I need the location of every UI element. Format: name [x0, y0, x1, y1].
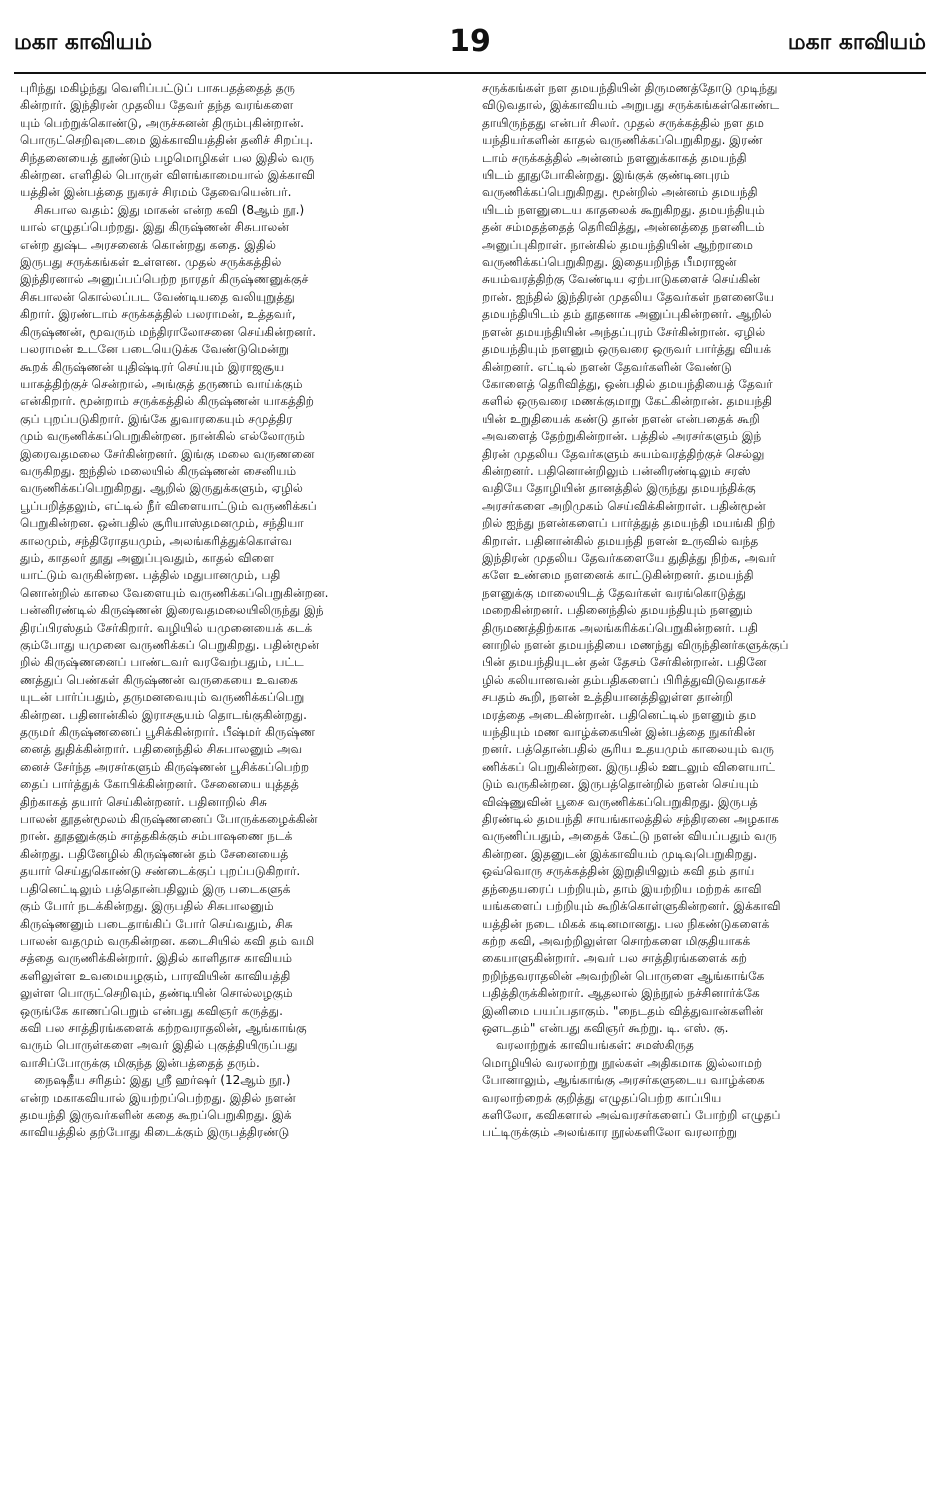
text-line: கின்றனர். எட்டில் நளன் தேவர்களின் வேண்டு	[482, 359, 732, 374]
text-line: கின்றனர். பதினொன்றிலும் பன்னிரண்டிலும் சரஸ்	[482, 463, 751, 478]
text-line: திரண்டில் தமயந்தி சாயங்காலத்தில் சந்திரனை அழகாக	[482, 812, 779, 827]
text-line: கின்றன. எளிதில் பொருள் விளங்காமையால் இக்காவி	[20, 168, 315, 183]
text-line: காலமும், சந்திரோதயமும், அலங்கரித்துக்கொள்வ	[20, 533, 293, 548]
text-line: பாலன் தூதன்மூலம் கிருஷ்ணனைப் போருக்கழைக்கின்	[20, 812, 318, 827]
text-line: தமயந்தி இருவர்களின் கதை கூறப்பெறுகிறது. இக்	[20, 1107, 292, 1122]
text-line: காவியத்தில் தற்போது கிடைக்கும் இருபத்திரண்டு	[20, 1125, 290, 1140]
text-line: திருமணத்திற்காக அலங்கரிக்கப்பெறுகின்றனர். பதி	[482, 620, 758, 635]
text-line: றனர். பத்தொன்பதில் சூரிய உதயமும் காலையும் வரு	[482, 742, 774, 757]
text-line: தமயந்தியும் நளனும் ஒருவரை ஒருவர் பார்த்து வியக்	[482, 342, 772, 357]
text-line: சிந்தனையைத் தூண்டும் பழமொழிகள் பல இதில் வரு	[20, 150, 315, 165]
right-column	[482, 80, 928, 1142]
text-line: வாசிப்போருக்கு மிகுந்த இன்பத்தைத் தரும்.	[20, 1055, 260, 1070]
text-line: யங்களைப் பற்றியும் கூறிக்கொள்ளுகின்றனர். இக்காவி	[482, 899, 781, 914]
text-line: கற்ற கவி, அவற்றிலுள்ள சொற்களை மிகுதியாகக்	[482, 933, 751, 948]
text-line: தருமர் கிருஷ்ணனைப் பூசிக்கின்றார். பீஷ்மர் கிருஷ்ண	[20, 725, 316, 740]
text-line: யின் உறுதியைக் கண்டு தான் நளன் என்பதைக் கூறி	[482, 411, 760, 426]
text-line: இருபது சருக்கங்கள் உள்ளன. முதல் சருக்கத்தில்	[20, 255, 282, 270]
text-line: விஷ்ணுவின் பூசை வருணிக்கப்பெறுகிறது. இருபத்	[482, 794, 758, 809]
text-line: தாயிருந்தது என்பர் சிலர். முதல் சருக்கத்தில் நள தம	[482, 115, 764, 130]
text-line: லுள்ள பொருட்செறிவும், தண்டியின் சொல்லழகும்	[20, 986, 293, 1001]
text-line: என்ற மகாகவியால் இயற்றப்பெற்றது. இதில் நளன்	[20, 1090, 296, 1105]
text-line: யத்தின் நடை மிகக் கடினமானது. பல நிகண்டுகளைக்	[482, 916, 770, 931]
text-line: பூப்பறித்தலும், எட்டில் நீர் விளையாட்டும் வருணிக்கப்	[20, 498, 317, 513]
text-line: இரைவதமலை சேர்கின்றனர். இங்கு மலை வருணனை	[20, 446, 315, 461]
text-line: றான். தூதனுக்கும் சாத்தகிக்கும் சம்பாஷணை நடக்	[20, 829, 293, 844]
text-line: தந்தையரைப் பற்றியும், தாம் இயற்றிய மற்றக் காவி	[482, 881, 762, 896]
text-line: வருணிக்கப்பெறுகிறது. இதையறிந்த பீமராஜன்	[482, 255, 737, 270]
text-line: கிருஷ்ணன், மூவரும் மந்திராலோசனை செய்கின்றனர்.	[20, 324, 317, 339]
text-line: யந்தியர்களின் காதல் வருணிக்கப்பெறுகிறது. இரண்	[482, 133, 763, 148]
text-line: டாம் சருக்கத்தில் அன்னம் நளனுக்காகத் தமயந்தி	[482, 150, 747, 165]
text-line: றான். ஐந்தில் இந்திரன் முதலிய தேவர்கள் நளனையே	[482, 289, 774, 304]
text-line: கும்போது யமுனை வருணிக்கப் பெறுகிறது. பதின்மூன்	[20, 638, 320, 652]
header-rule	[14, 72, 926, 74]
text-line: ழில் கலியானவன் தம்பதிகளைப் பிரித்துவிடுவதாகச்	[482, 672, 766, 687]
text-line: குப் புறப்படுகிறார். இங்கே துவாரகையும் சமுத்திர	[20, 411, 293, 426]
text-line: பதித்திருக்கின்றார். ஆதலால் இந்நூல் நச்சினார்க்கே	[482, 986, 760, 1001]
running-title-right: மகா காவியம்	[787, 30, 926, 55]
text-line: வதியே தோழியின் தானத்தில் இருந்து தமயந்திக்கு	[482, 481, 756, 496]
text-line: கின்றன. இதனுடன் இக்காவியம் முடிவுபெறுகிறது.	[482, 846, 758, 861]
text-line: கவி பல சாத்திரங்களைக் கற்றவராதலின், ஆங்காங்கு	[20, 1020, 307, 1035]
text-line: இனிமை பயப்பதாகும். "நைடதம் வித்துவான்களின்	[482, 1003, 764, 1018]
text-line: பலராமன் உடனே படையெடுக்க வேண்டுமென்று	[20, 342, 289, 357]
text-line: கோளைத் தெரிவித்து, ஒன்பதில் தமயந்தியைத் தேவர்	[482, 376, 773, 391]
text-line: னைத் துதிக்கின்றார். பதினைந்தில் சிசுபாலனும் அவ	[20, 742, 303, 757]
page-header	[14, 24, 926, 74]
text-line: கும் போர் நடக்கின்றது. இருபதில் சிசுபாலனும்	[20, 899, 274, 914]
text-line: என்ற துஷ்ட அரசனைக் கொன்றது கதை. இதில்	[20, 237, 277, 252]
text-line: பதினெட்டிலும் பத்தொன்பதிலும் இரு படைகளுக்	[20, 881, 291, 896]
text-line: திரப்பிரஸ்தம் சேர்கிறார். வழியில் யமுனையைக் கடக்	[20, 620, 313, 635]
text-line: பட்டிருக்கும் அலங்கார நூல்களிலோ வரலாற்று	[482, 1125, 737, 1140]
text-line: கின்றது. பதினேழில் கிருஷ்ணன் தம் சேனையைத்	[20, 846, 289, 861]
text-line: யத்தின் இன்பத்தை நுகரச் சிரமம் தேவையென்பர்.	[20, 185, 292, 200]
text-line: டும் வருகின்றன. இருபத்தொன்றில் நளன் செய்யும்	[482, 777, 759, 792]
text-line: என்கிறார். மூன்றாம் சருக்கத்தில் கிருஷ்ணன் யாகத்திற்	[20, 394, 314, 409]
text-line: அனுப்புகிறாள். நான்கில் தமயந்தியின் ஆற்றாமை	[482, 237, 754, 252]
text-line: யால் எழுதப்பெற்றது. இது கிருஷ்ணன் சிசுபாலன்	[20, 220, 290, 235]
text-line: யிடம் நளனுடைய காதலைக் கூறுகிறது. தமயந்தியும்	[482, 202, 765, 217]
text-line: களிலுள்ள உவமையழகும், பாரவியின் காவியத்தி	[20, 968, 291, 983]
text-line: மறைகின்றனர். பதினைந்தில் தமயந்தியும் நளனும்	[482, 603, 753, 618]
text-line: வரும் பொருள்களை அவர் இதில் புகுத்தியிருப்பது	[20, 1038, 298, 1053]
text-line: நைஷதீய சரிதம்: இது ஸ்ரீ ஹர்ஷர் (12ஆம் நூ.)	[34, 1073, 291, 1088]
text-line: றில் கிருஷ்ணனைப் பாண்டவர் வரவேற்பதும், பட்ட	[20, 655, 304, 670]
text-line: பாலன் வதமும் வருகின்றன. கடைசியில் கவி தம் வமி	[20, 933, 315, 948]
text-line: சிசுபாலன் கொல்லப்பட வேண்டியதை வலியுறுத்து	[20, 289, 295, 304]
text-line: கிறாள். பதினான்கில் தமயந்தி நளன் உருவில் வந்த	[482, 533, 759, 548]
text-line: கின்றார். இந்திரன் முதலிய தேவர் தந்த வரங்களை	[20, 98, 294, 113]
text-line: சுயம்வரத்திற்கு வேண்டிய ஏற்பாடுகளைச் செய்கின்	[482, 272, 761, 287]
text-line: வரலாற்றுக் காவியங்கள்: சமஸ்கிருத	[496, 1038, 694, 1053]
text-line: னைச் சேர்ந்த அரசர்களும் கிருஷ்ணன் பூசிக்கப்பெற்ற	[20, 759, 310, 774]
text-line: திற்காகத் தயார் செய்கின்றனர். பதினாறில் சிசு	[20, 794, 268, 809]
text-line: யாட்டும் வருகின்றன. பத்தில் மதுபானமும், பதி	[20, 568, 281, 583]
text-line: சபதம் கூறி, நளன் உத்தியானத்திலுள்ள தான்றி	[482, 690, 734, 705]
text-line: வருணிக்கப்பெறுகிறது. ஆறில் இருதுக்களும், ஏழில்	[20, 481, 303, 496]
text-line: னாறில் நளன் தமயந்தியை மணந்து விருந்தினர்களுக்குப்	[482, 638, 789, 652]
text-line: நளனுக்கு மாலையிடத் தேவர்கள் வரங்கொடுத்து	[482, 585, 747, 600]
text-line: தன் சம்மதத்தைத் தெரிவித்து, அன்னத்தை நளனிடம்	[482, 220, 765, 235]
text-line: தயார் செய்துகொண்டு சண்டைக்குப் புறப்படுகிறார்.	[20, 864, 301, 879]
text-line: கையாளுகின்றார். அவர் பல சாத்திரங்களைக் கற்	[482, 951, 748, 966]
text-line: சருக்கங்கள் நள தமயந்தியின் திருமணத்தோடு முடிந்து	[482, 81, 778, 95]
text-line: ஒருங்கே காணப்பெறும் என்பது கவிஞர் கருத்து.	[20, 1003, 283, 1018]
text-line: யந்தியும் மண வாழ்க்கையின் இன்பத்தை நுகர்கின்	[482, 725, 756, 740]
text-line: சத்தை வருணிக்கின்றார். இதில் காளிதாச காவியம்	[20, 951, 293, 966]
text-line: யாகத்திற்குச் சென்றால், அங்குத் தருணம் வாய்க்கும்	[20, 376, 303, 391]
text-line: வரலாற்றைக் குறித்து எழுதப்பெற்ற காப்பிய	[482, 1090, 722, 1105]
text-line: பெறுகின்றன. ஒன்பதில் சூரியாஸ்தமனமும், சந்தியா	[20, 516, 304, 531]
text-line: ஔடதம்" என்பது கவிஞர் கூற்று. டி. எஸ். கு.	[482, 1020, 729, 1035]
text-line: அவளைத் தேற்றுகின்றான். பத்தில் அரசர்களும் இந்	[482, 429, 762, 444]
text-line: னொன்றில் காலை வேளையும் வருணிக்கப்பெறுகின்றன.	[20, 585, 329, 600]
text-line: அரசர்களை அறிமுகம் செய்விக்கின்றாள். பதின்மூன்	[482, 498, 766, 513]
text-line: வருகிறது. ஐந்தில் மலையில் கிருஷ்ணன் சைனியம்	[20, 463, 297, 478]
text-line: தைப் பார்த்துக் கோபிக்கின்றனர். சேனையை யுத்தத்	[20, 777, 299, 792]
text-line: களே உண்மை நளனைக் காட்டுகின்றனர். தமயந்தி	[482, 568, 754, 583]
text-line: சிசுபால வதம்: இது மாகன் என்ற கவி (8ஆம் நூ.)	[34, 202, 305, 217]
text-line: பன்னிரண்டில் கிருஷ்ணன் இரைவதமலையிலிருந்து இந்	[20, 603, 324, 618]
page-number: 19	[449, 24, 491, 59]
text-line: வருணிக்கப்பெறுகிறது. மூன்றில் அன்னம் தமயந்தி	[482, 185, 758, 200]
text-line: பின் தமயந்தியுடன் தன் தேசம் சேர்கின்றான். பதினே	[482, 655, 767, 670]
text-line: ஒவ்வொரு சருக்கத்தின் இறுதியிலும் கவி தம் தாய்	[482, 864, 755, 879]
text-line: களில் ஒருவரை மணக்குமாறு கேட்கின்றான். தமயந்தி	[482, 394, 773, 409]
text-line: நளன் தமயந்தியின் அந்தப்புரம் சேர்கின்றான். ஏழில்	[482, 324, 766, 339]
text-line: இந்திரனால் அனுப்பப்பெற்ற நாரதர் கிருஷ்ணனுக்குச்	[20, 272, 309, 287]
text-line: மொழியில் வரலாற்று நூல்கள் அதிகமாக இல்லாமற்	[482, 1055, 763, 1070]
text-line: தமயந்தியிடம் தம் தூதனாக அனுப்புகின்றனர். ஆறில்	[482, 307, 772, 322]
text-line: போனாலும், ஆங்காங்கு அரசர்களுடைய வாழ்க்கை	[482, 1073, 765, 1088]
text-line: றில் ஐந்து நளன்களைப் பார்த்துத் தமயந்தி மயங்கி நிற்	[482, 516, 776, 531]
text-line: தும், காதலர் தூது அனுப்புவதும், காதல் விளை	[20, 550, 274, 565]
text-line: வருணிப்பதும், அதைக் கேட்டு நளன் வியப்பதும் வரு	[482, 829, 777, 844]
text-line: மும் வருணிக்கப்பெறுகின்றன. நான்கில் எல்லோரும்	[20, 429, 306, 444]
text-line: கின்றன. பதினான்கில் இராசசூயம் தொடங்குகின்றது.	[20, 707, 308, 722]
text-line: கூறக் கிருஷ்ணன் யுதிஷ்டிரர் செய்யும் இராஜசூய	[20, 359, 285, 374]
left-column	[20, 80, 466, 1142]
text-line: யுடன் பார்ப்பதும், தருமனவையும் வருணிக்கப்பெறு	[20, 690, 305, 705]
text-line: இந்திரன் முதலிய தேவர்களையே துதித்து நிற்க, அவர்	[482, 550, 776, 565]
text-line: ணத்துப் பெண்கள் கிருஷ்ணன் வருகையை உவகை	[20, 672, 298, 687]
text-line: விடுவதால், இக்காவியம் அறுபது சருக்கங்கள்கொண்ட	[482, 98, 780, 113]
text-line: யும் பெற்றுக்கொண்டு, அருச்சுனன் திரும்புகின்றான்.	[20, 115, 304, 130]
text-line: திரன் முதலிய தேவர்களும் சுயம்வரத்திற்குச் செல்லு	[482, 446, 765, 461]
text-line: றறிந்தவராதலின் அவற்றின் பொருளை ஆங்காங்கே	[482, 968, 765, 983]
text-line: புரிந்து மகிழ்ந்து வெளிப்பட்டுப் பாசுபதத்தைத் தரு	[20, 81, 295, 95]
text-line: கிறார். இரண்டாம் சருக்கத்தில் பலராமன், உத்தவர்,	[20, 307, 296, 322]
text-line: பொருட்செறிவுடைமை இக்காவியத்தின் தனிச் சிறப்பு.	[20, 133, 314, 148]
text-line: மரத்தை அடைகின்றான். பதினெட்டில் நளனும் தம	[482, 707, 757, 722]
text-line: களிலோ, கவிகளால் அவ்வரசர்களைப் போற்றி எழுதப்	[482, 1107, 781, 1122]
text-line: ணிக்கப் பெறுகின்றன. இருபதில் ஊடலும் விளையாட்	[482, 759, 776, 774]
text-line: கிருஷ்ணனும் படைதாங்கிப் போர் செய்வதும், சிசு	[20, 916, 293, 931]
running-title-left: மகா காவியம்	[14, 30, 153, 55]
text-line: யிடம் தூதுபோகின்றது. இங்குக் குண்டினபுரம்	[482, 168, 730, 183]
